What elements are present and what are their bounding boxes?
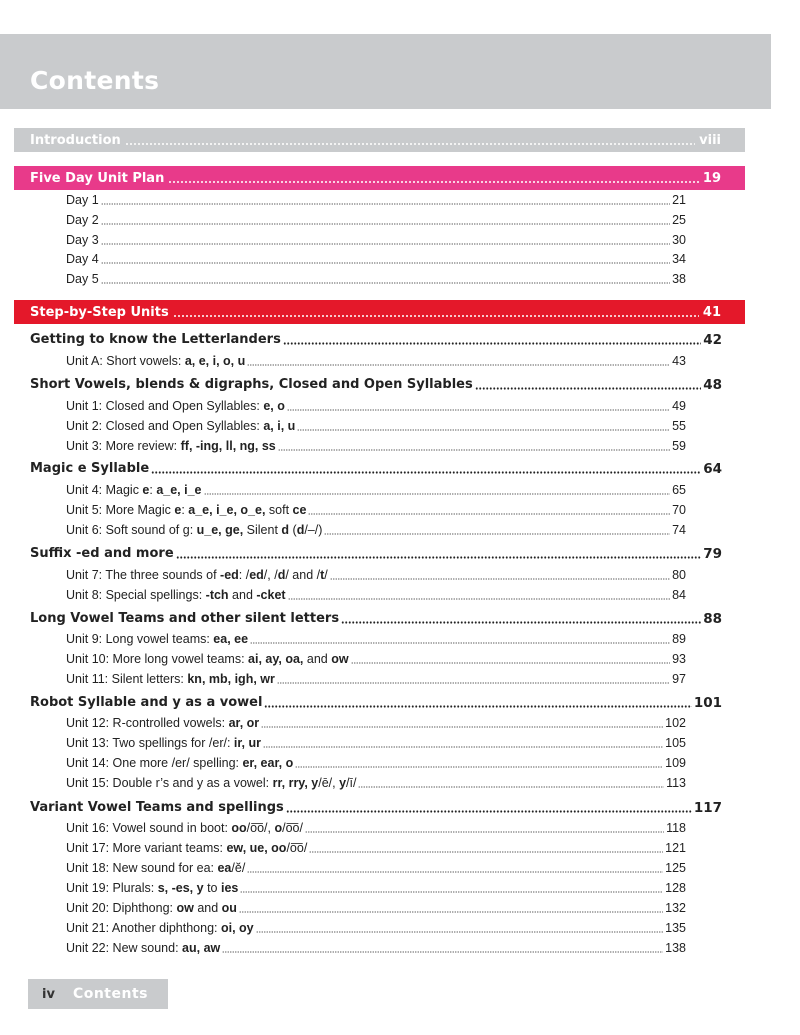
- footer-page-number: iv: [42, 986, 55, 1002]
- dot-leader: [308, 513, 670, 515]
- dot-leader: [297, 429, 670, 431]
- toc-label: Day 2: [66, 213, 99, 227]
- toc-page: 43: [672, 354, 686, 368]
- toc-label: Unit 11: Silent letters: kn, mb, igh, wr: [66, 672, 275, 686]
- toc-label: Long Vowel Teams and other silent letters: [30, 611, 340, 626]
- dot-leader: [263, 746, 663, 748]
- toc-page: 38: [672, 272, 686, 286]
- dot-leader: [239, 911, 663, 913]
- toc-label: Day 4: [66, 252, 99, 266]
- toc-section-variant-vowel-teams[interactable]: [30, 800, 722, 816]
- toc-page: 118: [666, 821, 686, 835]
- toc-label: Unit 13: Two spellings for /er/: ir, ur: [66, 736, 261, 750]
- toc-page: 42: [703, 332, 722, 348]
- toc-label: Unit 4: Magic e: a_e, i_e: [66, 483, 202, 497]
- dot-leader: [277, 682, 670, 684]
- toc-page: 55: [672, 419, 686, 433]
- dot-leader: [358, 786, 664, 788]
- toc-unit-9[interactable]: [66, 631, 686, 647]
- toc-label: Unit 17: More variant teams: ew, ue, oo/o͞o/: [66, 841, 308, 855]
- page-footer: [28, 979, 168, 1009]
- toc-label: Unit 1: Closed and Open Syllables: e, o: [66, 399, 285, 413]
- dot-leader: [341, 621, 701, 624]
- toc-unit-16[interactable]: [66, 820, 686, 836]
- toc-page: 74: [672, 523, 686, 537]
- dot-leader: [176, 556, 702, 559]
- toc-unit-22[interactable]: [66, 940, 686, 956]
- toc-label: Unit 3: More review: ff, -ing, ll, ng, ss: [66, 439, 276, 453]
- toc-label: Unit 12: R-controlled vowels: ar, or: [66, 716, 260, 730]
- dot-leader: [264, 705, 691, 708]
- dot-leader: [286, 810, 692, 813]
- toc-unit-8[interactable]: [66, 587, 686, 603]
- toc-unit-6[interactable]: [66, 522, 686, 538]
- toc-label: Robot Syllable and y as a vowel: [30, 695, 263, 710]
- toc-unit-15[interactable]: [66, 775, 686, 791]
- toc-label: Unit 22: New sound: au, aw: [66, 941, 221, 955]
- toc-unit-21[interactable]: [66, 920, 686, 936]
- dot-leader: [475, 387, 701, 390]
- toc-page: 19: [702, 170, 721, 186]
- toc-unit-20[interactable]: [66, 900, 686, 916]
- title-band: [0, 34, 771, 109]
- toc-label: Step-by-Step Units: [30, 304, 169, 320]
- toc-label: Magic e Syllable: [30, 461, 150, 476]
- toc-day-5[interactable]: [66, 271, 686, 287]
- toc-unit-1[interactable]: [66, 398, 686, 414]
- toc-label: Variant Vowel Teams and spellings: [30, 800, 284, 815]
- toc-label: Unit 9: Long vowel teams: ea, ee: [66, 632, 249, 646]
- dot-leader: [278, 449, 670, 451]
- toc-page: 34: [672, 252, 686, 266]
- toc-unit-18[interactable]: [66, 860, 686, 876]
- toc-label: Unit 21: Another diphthong: oi, oy: [66, 921, 254, 935]
- toc-label: Day 5: [66, 272, 99, 286]
- toc-page: 64: [703, 461, 722, 477]
- toc-label: Unit 10: More long vowel teams: ai, ay, oa, and ow: [66, 652, 349, 666]
- toc-unit-2[interactable]: [66, 418, 686, 434]
- toc-label: Day 3: [66, 233, 99, 247]
- toc-label: Unit 7: The three sounds of -ed: /ed/, /d/ and /t/: [66, 568, 328, 582]
- toc-page: 125: [665, 861, 686, 875]
- toc-day-1[interactable]: [66, 192, 686, 208]
- dot-leader: [283, 342, 701, 345]
- toc-page: 41: [702, 304, 721, 320]
- toc-page: 132: [665, 901, 686, 915]
- toc-page: viii: [699, 132, 721, 148]
- toc-unit-5[interactable]: [66, 502, 686, 518]
- toc-unit-17[interactable]: [66, 840, 686, 856]
- toc-page: 30: [672, 233, 686, 247]
- toc-page: 102: [665, 716, 686, 730]
- toc-page: 93: [672, 652, 686, 666]
- toc-label: Short Vowels, blends & digraphs, Closed and Open Syllables: [30, 377, 473, 392]
- toc-label: Unit 2: Closed and Open Syllables: a, i, u: [66, 419, 296, 433]
- dot-leader: [222, 951, 663, 953]
- toc-day-4[interactable]: [66, 251, 686, 267]
- toc-label: Unit 5: More Magic e: a_e, i_e, o_e, soft ce: [66, 503, 307, 517]
- dot-leader: [324, 533, 670, 535]
- toc-page: 121: [665, 841, 686, 855]
- toc-label: Suffix -ed and more: [30, 546, 174, 561]
- toc-label: Unit 15: Double r’s and y as a vowel: rr, rry, y/ē/, y/ī/: [66, 776, 357, 790]
- dot-leader: [101, 243, 670, 245]
- toc-page: 70: [672, 503, 686, 517]
- toc-page: 48: [703, 377, 722, 393]
- toc-page: 59: [672, 439, 686, 453]
- dot-leader: [151, 471, 701, 474]
- toc-label: Unit 16: Vowel sound in boot: oo/o͞o/, o/o͞o/: [66, 821, 303, 835]
- toc-page: 113: [666, 776, 686, 790]
- toc-day-3[interactable]: [66, 232, 686, 248]
- dot-leader: [101, 262, 670, 264]
- toc-page: 138: [665, 941, 686, 955]
- toc-label: Unit 6: Soft sound of g: u_e, ge, Silent d (d/–/): [66, 523, 323, 537]
- toc-page: 135: [665, 921, 686, 935]
- toc-section-long-vowel-teams[interactable]: [30, 611, 722, 627]
- dot-leader: [256, 931, 664, 933]
- toc-step-by-step-units[interactable]: [14, 300, 745, 324]
- toc-section-suffix-ed[interactable]: [30, 546, 722, 562]
- toc-page: 88: [703, 611, 722, 627]
- toc-label: Unit 19: Plurals: s, -es, y to ies: [66, 881, 239, 895]
- dot-leader: [247, 364, 670, 366]
- toc-unit-a[interactable]: [66, 353, 686, 369]
- toc-label: Day 1: [66, 193, 99, 207]
- toc-five-day-unit-plan[interactable]: [14, 166, 745, 190]
- toc-label: Unit 20: Diphthong: ow and ou: [66, 901, 237, 915]
- toc-label: Five Day Unit Plan: [30, 170, 165, 186]
- toc-page: 117: [693, 800, 722, 816]
- toc-unit-3[interactable]: [66, 438, 686, 454]
- toc-page: 128: [665, 881, 686, 895]
- toc-page: 101: [693, 695, 722, 711]
- dot-leader: [125, 142, 695, 146]
- toc-page: 105: [665, 736, 686, 750]
- toc-unit-12[interactable]: [66, 715, 686, 731]
- toc-page: 25: [672, 213, 686, 227]
- toc-day-2[interactable]: [66, 212, 686, 228]
- toc-page: 21: [672, 193, 686, 207]
- toc-page: 97: [672, 672, 686, 686]
- dot-leader: [261, 726, 663, 728]
- dot-leader: [295, 766, 663, 768]
- toc-section-short-vowels[interactable]: [30, 377, 722, 393]
- toc-unit-11[interactable]: [66, 671, 686, 687]
- toc-page: 109: [665, 756, 686, 770]
- dot-leader: [173, 314, 699, 318]
- dot-leader: [101, 223, 670, 225]
- toc-label: Unit 14: One more /er/ spelling: er, ear, o: [66, 756, 294, 770]
- dot-leader: [287, 409, 670, 411]
- dot-leader: [305, 831, 664, 833]
- toc-section-magic-e[interactable]: [30, 461, 722, 477]
- toc-unit-10[interactable]: [66, 651, 686, 667]
- footer-label: Contents: [72, 986, 148, 1002]
- dot-leader: [309, 851, 663, 853]
- toc-page: 80: [672, 568, 686, 582]
- toc-page: 89: [672, 632, 686, 646]
- toc-label: Unit A: Short vowels: a, e, i, o, u: [66, 354, 246, 368]
- dot-leader: [101, 282, 670, 284]
- dot-leader: [247, 871, 663, 873]
- toc-introduction[interactable]: [14, 128, 745, 152]
- toc-page: 79: [703, 546, 722, 562]
- toc-section-letterlanders[interactable]: [30, 332, 722, 348]
- toc-label: Introduction: [30, 132, 121, 148]
- toc-page: 49: [672, 399, 686, 413]
- toc-unit-4[interactable]: [66, 482, 686, 498]
- toc-unit-7[interactable]: [66, 567, 686, 583]
- toc-unit-13[interactable]: [66, 735, 686, 751]
- toc-label: Unit 18: New sound for ea: ea/ĕ/: [66, 861, 246, 875]
- page-title: Contents: [30, 66, 160, 95]
- dot-leader: [330, 578, 670, 580]
- toc-section-robot-syllable[interactable]: [30, 695, 722, 711]
- dot-leader: [351, 662, 671, 664]
- dot-leader: [250, 642, 670, 644]
- toc-label: Unit 8: Special spellings: -tch and -cket: [66, 588, 286, 602]
- toc-unit-14[interactable]: [66, 755, 686, 771]
- toc-label: Getting to know the Letterlanders: [30, 332, 281, 347]
- dot-leader: [101, 203, 670, 205]
- dot-leader: [240, 891, 663, 893]
- toc-page: 84: [672, 588, 686, 602]
- dot-leader: [204, 493, 671, 495]
- toc-unit-19[interactable]: [66, 880, 686, 896]
- toc-page: 65: [672, 483, 686, 497]
- dot-leader: [168, 180, 699, 184]
- dot-leader: [288, 598, 671, 600]
